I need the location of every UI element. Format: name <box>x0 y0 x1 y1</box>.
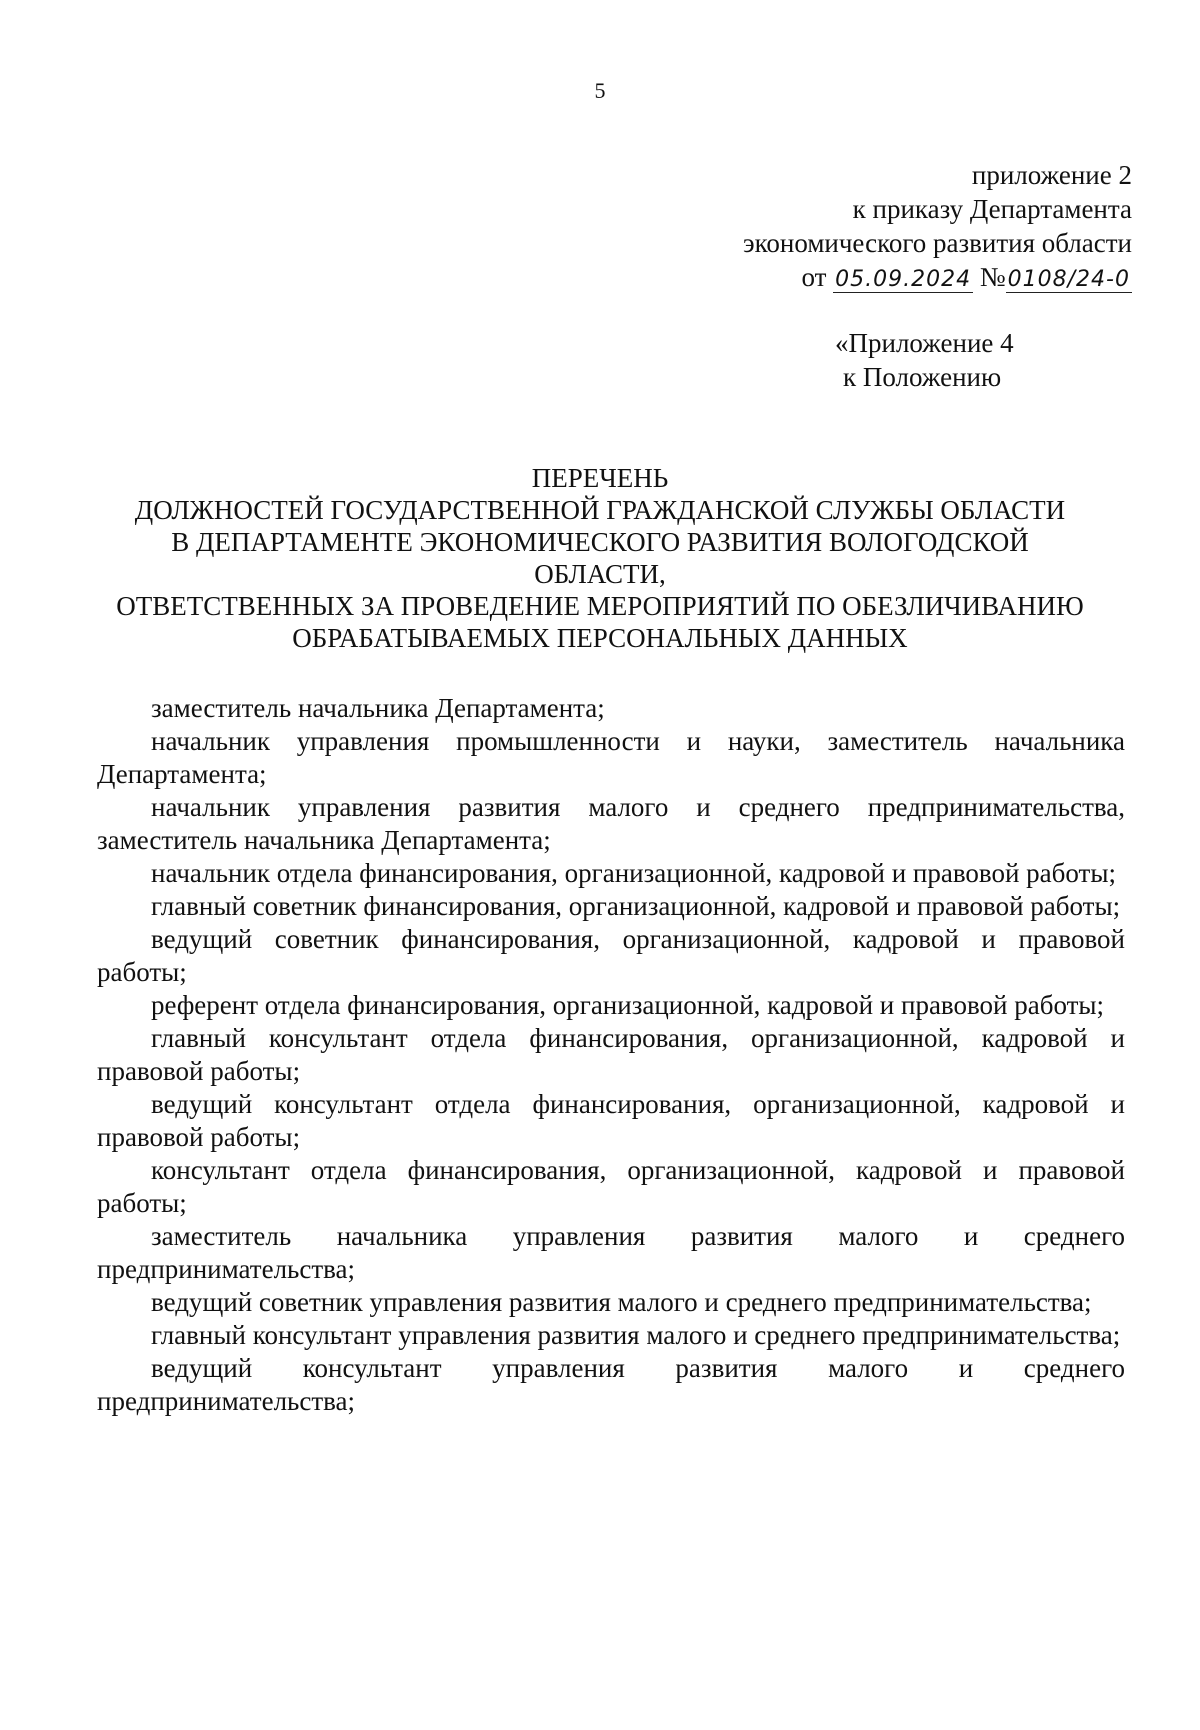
list-item: начальник управления развития малого и среднего предпринимательства, заместитель начальника Департамента; <box>97 792 1125 855</box>
order-date: 05.09.2024 <box>835 267 972 292</box>
list-item: ведущий консультант отдела финансирования, организационной, кадровой и правовой работы; <box>97 1089 1125 1152</box>
list-item: начальник отдела финансирования, организационной, кадровой и правовой работы; <box>151 858 1116 888</box>
list-item: главный консультант отдела финансирования, организационной, кадровой и правовой работы; <box>97 1023 1125 1086</box>
list-item: главный советник финансирования, организационной, кадровой и правовой работы; <box>151 891 1121 921</box>
list-item: заместитель начальника Департамента; <box>151 693 605 723</box>
order-number: 0108/24-0 <box>1007 267 1130 292</box>
list-item: начальник управления промышленности и науки, заместитель начальника Департамента; <box>97 726 1125 789</box>
title-line-5: ОТВЕТСТВЕННЫХ ЗА ПРОВЕДЕНИЕ МЕРОПРИЯТИЙ ПО ОБЕЗЛИЧИВАНИЮ <box>116 591 1084 621</box>
list-item: ведущий консультант управления развития малого и среднего предпринимательства; <box>97 1353 1125 1416</box>
title-line-2: ДОЛЖНОСТЕЙ ГОСУДАРСТВЕННОЙ ГРАЖДАНСКОЙ СЛУЖБЫ ОБЛАСТИ <box>134 495 1066 525</box>
regulation-reference: к Положению <box>843 362 1002 392</box>
list-item: ведущий советник финансирования, организационной, кадровой и правовой работы; <box>97 924 1125 987</box>
order-reference: к приказу Департамента <box>852 194 1132 224</box>
positions-list <box>97 692 1125 1418</box>
date-prefix: от <box>801 262 827 292</box>
document-title <box>80 462 1120 654</box>
title-line-1: ПЕРЕЧЕНЬ <box>531 463 669 493</box>
order-date-number <box>743 260 1132 294</box>
appendix-header <box>743 158 1132 294</box>
title-line-4: ОБЛАСТИ, <box>534 559 666 589</box>
list-item: консультант отдела финансирования, организационной, кадровой и правовой работы; <box>97 1155 1125 1218</box>
page-number: 5 <box>594 78 606 103</box>
appendix-label: приложение 2 <box>971 160 1132 190</box>
department-name: экономического развития области <box>743 228 1132 258</box>
number-prefix: № <box>979 262 1006 292</box>
list-item: ведущий советник управления развития малого и среднего предпринимательства; <box>151 1287 1092 1317</box>
list-item: референт отдела финансирования, организационной, кадровой и правовой работы; <box>151 990 1105 1020</box>
list-item: главный консультант управления развития малого и среднего предпринимательства; <box>151 1320 1121 1350</box>
title-line-6: ОБРАБАТЫВАЕМЫХ ПЕРСОНАЛЬНЫХ ДАННЫХ <box>292 623 908 653</box>
amended-appendix-label: «Приложение 4 <box>835 328 1014 358</box>
title-line-3: В ДЕПАРТАМЕНТЕ ЭКОНОМИЧЕСКОГО РАЗВИТИЯ ВОЛОГОДСКОЙ <box>171 527 1029 557</box>
list-item: заместитель начальника управления развития малого и среднего предпринимательства; <box>97 1221 1125 1284</box>
amended-appendix-header <box>835 326 1014 394</box>
